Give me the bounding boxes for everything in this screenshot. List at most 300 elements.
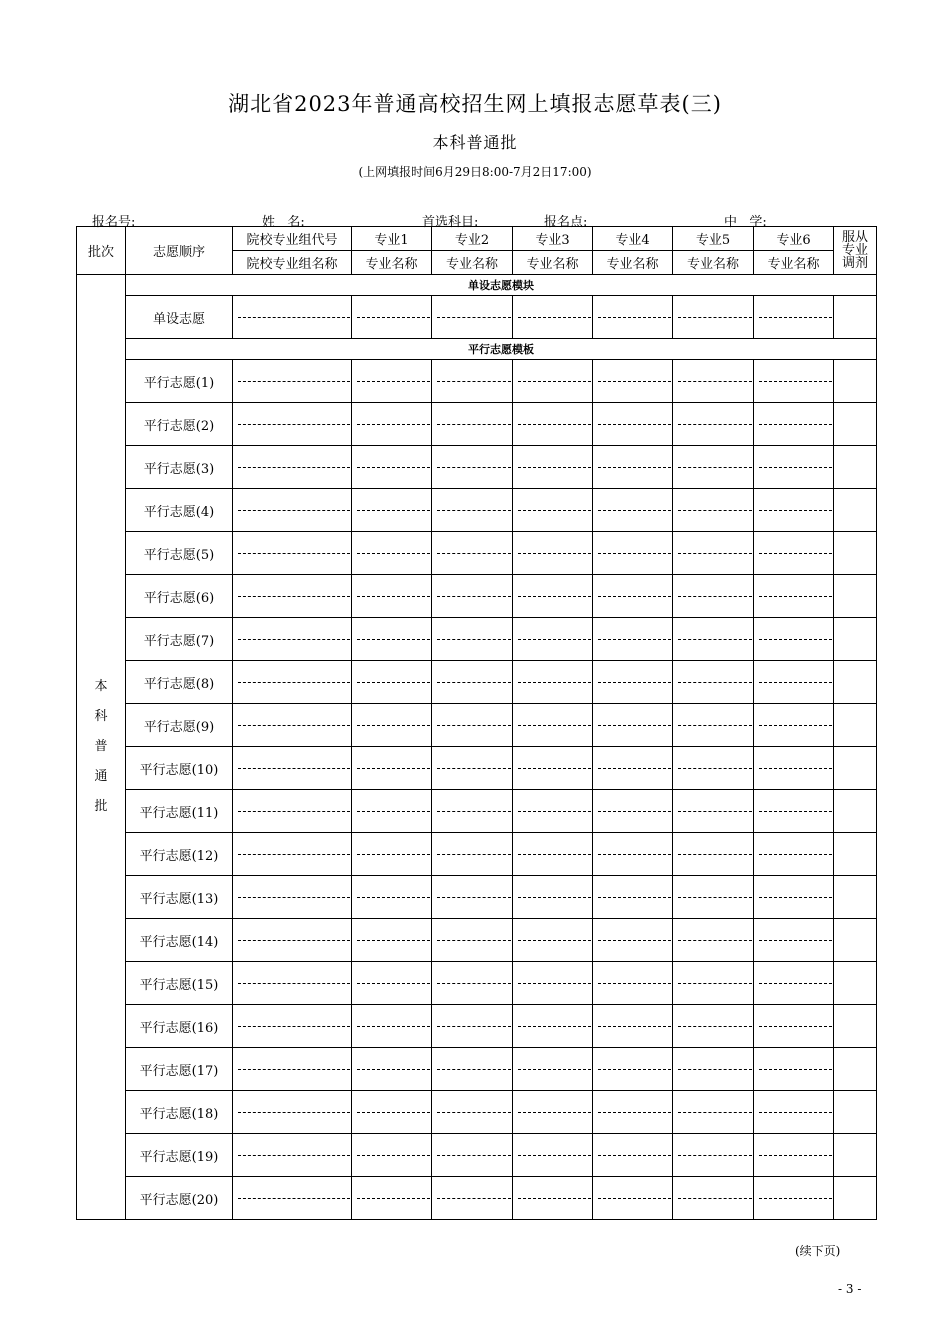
dashed-divider <box>238 467 350 468</box>
parallel-choice-row <box>77 704 877 747</box>
dashed-divider <box>437 983 511 984</box>
major-entry-cell[interactable] <box>513 1091 593 1134</box>
parallel-choice-label: 平行志愿(10) <box>126 747 233 790</box>
major-entry-cell[interactable] <box>513 919 593 962</box>
dashed-divider <box>518 510 591 511</box>
group-entry-cell[interactable] <box>233 962 352 1005</box>
major-entry-cell[interactable] <box>352 532 432 575</box>
dashed-divider <box>238 1069 350 1070</box>
major-entry-cell[interactable] <box>754 532 834 575</box>
dashed-divider <box>518 424 591 425</box>
dashed-divider <box>759 768 832 769</box>
dashed-divider <box>678 1112 752 1113</box>
dashed-divider <box>238 854 350 855</box>
major-entry-cell[interactable] <box>673 876 754 919</box>
parallel-choice-label: 平行志愿(8) <box>126 661 233 704</box>
group-entry-cell[interactable] <box>233 489 352 532</box>
page-title: 湖北省2023年普通高校招生网上填报志愿草表(三) <box>228 92 722 116</box>
parallel-choice-label: 平行志愿(7) <box>126 618 233 661</box>
dashed-divider <box>759 467 832 468</box>
major-entry-cell[interactable] <box>432 1134 513 1177</box>
major-entry-cell[interactable] <box>513 296 593 339</box>
major-entry-cell[interactable] <box>673 790 754 833</box>
dashed-divider <box>759 1155 832 1156</box>
dashed-divider <box>678 1198 752 1199</box>
major-entry-cell[interactable] <box>673 403 754 446</box>
major-entry-cell[interactable] <box>432 575 513 618</box>
major-entry-cell[interactable] <box>352 446 432 489</box>
dashed-divider <box>518 768 591 769</box>
major-entry-cell[interactable] <box>352 1091 432 1134</box>
header-batch: 批次 <box>77 227 126 275</box>
single-choice-label: 单设志愿 <box>126 296 233 339</box>
batch-char: 本 <box>94 679 108 694</box>
major-entry-cell[interactable] <box>754 1005 834 1048</box>
parallel-choice-row <box>77 790 877 833</box>
major-entry-cell[interactable] <box>593 1177 673 1220</box>
major-entry-cell[interactable] <box>352 1048 432 1091</box>
header-major-name-3: 专业名称 <box>513 251 593 275</box>
parallel-choice-label: 平行志愿(2) <box>126 403 233 446</box>
major-entry-cell[interactable] <box>593 919 673 962</box>
dashed-divider <box>759 553 832 554</box>
group-entry-cell[interactable] <box>233 747 352 790</box>
parallel-choice-row <box>77 876 877 919</box>
major-entry-cell[interactable] <box>673 661 754 704</box>
major-entry-cell[interactable] <box>673 296 754 339</box>
major-entry-cell[interactable] <box>593 704 673 747</box>
dashed-divider <box>437 1198 511 1199</box>
major-entry-cell[interactable] <box>513 489 593 532</box>
group-entry-cell[interactable] <box>233 618 352 661</box>
major-entry-cell[interactable] <box>352 790 432 833</box>
dashed-divider <box>357 639 430 640</box>
major-entry-cell[interactable] <box>754 360 834 403</box>
major-entry-cell[interactable] <box>513 876 593 919</box>
major-entry-cell[interactable] <box>593 1005 673 1048</box>
dashed-divider <box>759 854 832 855</box>
adjust-entry-cell[interactable] <box>834 360 877 403</box>
adjust-entry-cell[interactable] <box>834 790 877 833</box>
single-choice-row <box>77 296 877 339</box>
dashed-divider <box>437 854 511 855</box>
adjust-entry-cell[interactable] <box>834 1091 877 1134</box>
major-entry-cell[interactable] <box>352 575 432 618</box>
major-entry-cell[interactable] <box>432 618 513 661</box>
dashed-divider <box>678 639 752 640</box>
major-entry-cell[interactable] <box>432 446 513 489</box>
parallel-choice-row <box>77 661 877 704</box>
group-entry-cell[interactable] <box>233 1091 352 1134</box>
page-subtitle: 本科普通批 <box>432 133 518 152</box>
adjust-entry-cell[interactable] <box>834 618 877 661</box>
dashed-divider <box>598 317 671 318</box>
dashed-divider <box>598 381 671 382</box>
major-entry-cell[interactable] <box>593 1134 673 1177</box>
major-entry-cell[interactable] <box>432 403 513 446</box>
major-entry-cell[interactable] <box>754 489 834 532</box>
parallel-choice-label: 平行志愿(3) <box>126 446 233 489</box>
dashed-divider <box>238 596 350 597</box>
major-entry-cell[interactable] <box>513 532 593 575</box>
major-entry-cell[interactable] <box>593 446 673 489</box>
major-entry-cell[interactable] <box>593 403 673 446</box>
major-entry-cell[interactable] <box>352 919 432 962</box>
parallel-choice-label: 平行志愿(11) <box>126 790 233 833</box>
continued-note: (续下页) <box>795 1244 841 1258</box>
major-entry-cell[interactable] <box>432 962 513 1005</box>
parallel-choice-row <box>77 360 877 403</box>
major-entry-cell[interactable] <box>593 618 673 661</box>
dashed-divider <box>759 381 832 382</box>
major-entry-cell[interactable] <box>754 962 834 1005</box>
group-entry-cell[interactable] <box>233 876 352 919</box>
major-entry-cell[interactable] <box>513 747 593 790</box>
dashed-divider <box>518 381 591 382</box>
group-entry-cell[interactable] <box>233 1134 352 1177</box>
dashed-divider <box>437 1026 511 1027</box>
dashed-divider <box>357 768 430 769</box>
dashed-divider <box>357 510 430 511</box>
major-entry-cell[interactable] <box>432 1091 513 1134</box>
header-major-6: 专业6 <box>754 227 834 251</box>
major-entry-cell[interactable] <box>513 661 593 704</box>
header-major-3: 专业3 <box>513 227 593 251</box>
dashed-divider <box>518 682 591 683</box>
major-entry-cell[interactable] <box>432 1048 513 1091</box>
major-entry-cell[interactable] <box>352 403 432 446</box>
major-entry-cell[interactable] <box>513 1177 593 1220</box>
group-entry-cell[interactable] <box>233 296 352 339</box>
group-entry-cell[interactable] <box>233 1005 352 1048</box>
major-entry-cell[interactable] <box>673 833 754 876</box>
name-label: 姓 名: <box>262 215 305 230</box>
parallel-choice-label: 平行志愿(16) <box>126 1005 233 1048</box>
major-entry-cell[interactable] <box>352 618 432 661</box>
parallel-choice-label: 平行志愿(18) <box>126 1091 233 1134</box>
major-entry-cell[interactable] <box>513 790 593 833</box>
dashed-divider <box>238 1198 350 1199</box>
dashed-divider <box>437 510 511 511</box>
major-entry-cell[interactable] <box>432 489 513 532</box>
dashed-divider <box>437 467 511 468</box>
dashed-divider <box>238 424 350 425</box>
major-entry-cell[interactable] <box>593 296 673 339</box>
major-entry-cell[interactable] <box>593 962 673 1005</box>
major-entry-cell[interactable] <box>352 1005 432 1048</box>
dashed-divider <box>437 424 511 425</box>
major-entry-cell[interactable] <box>754 833 834 876</box>
parallel-choice-label: 平行志愿(1) <box>126 360 233 403</box>
dashed-divider <box>357 897 430 898</box>
parallel-choice-label: 平行志愿(9) <box>126 704 233 747</box>
parallel-choice-row <box>77 962 877 1005</box>
major-entry-cell[interactable] <box>513 1134 593 1177</box>
major-entry-cell[interactable] <box>673 360 754 403</box>
dashed-divider <box>678 1155 752 1156</box>
major-entry-cell[interactable] <box>673 1091 754 1134</box>
dashed-divider <box>598 940 671 941</box>
adjust-entry-cell[interactable] <box>834 1005 877 1048</box>
dashed-divider <box>759 725 832 726</box>
dashed-divider <box>759 596 832 597</box>
parallel-choice-label: 平行志愿(17) <box>126 1048 233 1091</box>
dashed-divider <box>357 467 430 468</box>
dashed-divider <box>238 983 350 984</box>
major-entry-cell[interactable] <box>513 575 593 618</box>
dashed-divider <box>238 811 350 812</box>
dashed-divider <box>518 1026 591 1027</box>
major-entry-cell[interactable] <box>754 1177 834 1220</box>
site-label: 报名点: <box>544 215 588 230</box>
adjust-entry-cell[interactable] <box>834 296 877 339</box>
major-entry-cell[interactable] <box>593 360 673 403</box>
major-entry-cell[interactable] <box>754 618 834 661</box>
group-entry-cell[interactable] <box>233 919 352 962</box>
major-entry-cell[interactable] <box>593 833 673 876</box>
major-entry-cell[interactable] <box>352 962 432 1005</box>
parallel-choice-label: 平行志愿(4) <box>126 489 233 532</box>
dashed-divider <box>759 897 832 898</box>
header-major-5: 专业5 <box>673 227 754 251</box>
major-entry-cell[interactable] <box>432 1177 513 1220</box>
parallel-choice-label: 平行志愿(12) <box>126 833 233 876</box>
adjust-entry-cell[interactable] <box>834 704 877 747</box>
major-entry-cell[interactable] <box>673 919 754 962</box>
major-entry-cell[interactable] <box>352 489 432 532</box>
major-entry-cell[interactable] <box>432 296 513 339</box>
major-entry-cell[interactable] <box>673 446 754 489</box>
major-entry-cell[interactable] <box>432 704 513 747</box>
group-entry-cell[interactable] <box>233 790 352 833</box>
adjust-entry-cell[interactable] <box>834 489 877 532</box>
group-entry-cell[interactable] <box>233 532 352 575</box>
group-entry-cell[interactable] <box>233 704 352 747</box>
major-entry-cell[interactable] <box>754 575 834 618</box>
major-entry-cell[interactable] <box>754 403 834 446</box>
major-entry-cell[interactable] <box>754 876 834 919</box>
parallel-choice-label: 平行志愿(6) <box>126 575 233 618</box>
major-entry-cell[interactable] <box>754 296 834 339</box>
batch-char: 通 <box>94 769 108 784</box>
parallel-choice-row <box>77 446 877 489</box>
major-entry-cell[interactable] <box>513 446 593 489</box>
major-entry-cell[interactable] <box>673 1005 754 1048</box>
major-entry-cell[interactable] <box>673 704 754 747</box>
dashed-divider <box>678 553 752 554</box>
major-entry-cell[interactable] <box>432 1005 513 1048</box>
major-entry-cell[interactable] <box>593 876 673 919</box>
group-entry-cell[interactable] <box>233 403 352 446</box>
parallel-module-title: 平行志愿模板 <box>126 339 877 360</box>
header-major-name-1: 专业名称 <box>352 251 432 275</box>
dashed-divider <box>678 768 752 769</box>
major-entry-cell[interactable] <box>432 876 513 919</box>
dashed-divider <box>598 510 671 511</box>
major-entry-cell[interactable] <box>513 704 593 747</box>
major-entry-cell[interactable] <box>352 661 432 704</box>
major-entry-cell[interactable] <box>352 296 432 339</box>
major-entry-cell[interactable] <box>673 532 754 575</box>
adjust-entry-cell[interactable] <box>834 575 877 618</box>
adjust-entry-cell[interactable] <box>834 403 877 446</box>
dashed-divider <box>678 596 752 597</box>
dashed-divider <box>437 897 511 898</box>
major-entry-cell[interactable] <box>352 747 432 790</box>
dashed-divider <box>678 897 752 898</box>
major-entry-cell[interactable] <box>754 661 834 704</box>
dashed-divider <box>518 553 591 554</box>
dashed-divider <box>437 682 511 683</box>
parallel-choice-row <box>77 1048 877 1091</box>
dashed-divider <box>518 1198 591 1199</box>
major-entry-cell[interactable] <box>593 575 673 618</box>
dashed-divider <box>238 1026 350 1027</box>
major-entry-cell[interactable] <box>593 1048 673 1091</box>
dashed-divider <box>598 424 671 425</box>
dashed-divider <box>598 682 671 683</box>
major-entry-cell[interactable] <box>593 489 673 532</box>
major-entry-cell[interactable] <box>352 360 432 403</box>
major-entry-cell[interactable] <box>754 1134 834 1177</box>
group-entry-cell[interactable] <box>233 833 352 876</box>
major-entry-cell[interactable] <box>513 1048 593 1091</box>
dashed-divider <box>357 317 430 318</box>
adjust-entry-cell[interactable] <box>834 661 877 704</box>
dashed-divider <box>598 854 671 855</box>
parallel-choice-row <box>77 618 877 661</box>
major-entry-cell[interactable] <box>513 403 593 446</box>
dashed-divider <box>518 983 591 984</box>
adjust-entry-cell[interactable] <box>834 876 877 919</box>
major-entry-cell[interactable] <box>673 1134 754 1177</box>
dashed-divider <box>678 510 752 511</box>
major-entry-cell[interactable] <box>673 1177 754 1220</box>
major-entry-cell[interactable] <box>593 1091 673 1134</box>
major-entry-cell[interactable] <box>593 747 673 790</box>
major-entry-cell[interactable] <box>513 962 593 1005</box>
dashed-divider <box>238 897 350 898</box>
adjust-entry-cell[interactable] <box>834 446 877 489</box>
dashed-divider <box>518 639 591 640</box>
major-entry-cell[interactable] <box>754 747 834 790</box>
dashed-divider <box>357 1069 430 1070</box>
dashed-divider <box>759 510 832 511</box>
dashed-divider <box>437 381 511 382</box>
dashed-divider <box>437 639 511 640</box>
major-entry-cell[interactable] <box>593 532 673 575</box>
school-label: 中 学: <box>724 215 767 230</box>
major-entry-cell[interactable] <box>673 1048 754 1091</box>
dashed-divider <box>598 725 671 726</box>
reg-no-label: 报名号: <box>92 215 136 230</box>
major-entry-cell[interactable] <box>513 1005 593 1048</box>
dashed-divider <box>518 854 591 855</box>
adjust-entry-cell[interactable] <box>834 962 877 1005</box>
dashed-divider <box>238 1112 350 1113</box>
major-entry-cell[interactable] <box>673 575 754 618</box>
major-entry-cell[interactable] <box>432 833 513 876</box>
major-entry-cell[interactable] <box>673 618 754 661</box>
major-entry-cell[interactable] <box>432 532 513 575</box>
major-entry-cell[interactable] <box>432 747 513 790</box>
adjust-entry-cell[interactable] <box>834 747 877 790</box>
dashed-divider <box>437 768 511 769</box>
group-entry-cell[interactable] <box>233 1048 352 1091</box>
dashed-divider <box>678 682 752 683</box>
major-entry-cell[interactable] <box>593 661 673 704</box>
adjust-entry-cell[interactable] <box>834 1134 877 1177</box>
dashed-divider <box>437 1112 511 1113</box>
major-entry-cell[interactable] <box>352 1177 432 1220</box>
major-entry-cell[interactable] <box>352 704 432 747</box>
major-entry-cell[interactable] <box>673 489 754 532</box>
major-entry-cell[interactable] <box>432 919 513 962</box>
major-entry-cell[interactable] <box>352 1134 432 1177</box>
adjust-entry-cell[interactable] <box>834 1048 877 1091</box>
dashed-divider <box>598 553 671 554</box>
major-entry-cell[interactable] <box>513 360 593 403</box>
adjust-entry-cell[interactable] <box>834 1177 877 1220</box>
major-entry-cell[interactable] <box>754 446 834 489</box>
major-entry-cell[interactable] <box>754 704 834 747</box>
major-entry-cell[interactable] <box>432 661 513 704</box>
dashed-divider <box>518 1069 591 1070</box>
dashed-divider <box>518 897 591 898</box>
adjust-entry-cell[interactable] <box>834 919 877 962</box>
major-entry-cell[interactable] <box>513 833 593 876</box>
dashed-divider <box>437 811 511 812</box>
dashed-divider <box>238 768 350 769</box>
major-entry-cell[interactable] <box>593 790 673 833</box>
dashed-divider <box>437 553 511 554</box>
major-entry-cell[interactable] <box>513 618 593 661</box>
group-entry-cell[interactable] <box>233 446 352 489</box>
major-entry-cell[interactable] <box>673 747 754 790</box>
group-entry-cell[interactable] <box>233 661 352 704</box>
group-entry-cell[interactable] <box>233 1177 352 1220</box>
dashed-divider <box>759 940 832 941</box>
dashed-divider <box>518 596 591 597</box>
dashed-divider <box>678 854 752 855</box>
major-entry-cell[interactable] <box>432 360 513 403</box>
major-entry-cell[interactable] <box>754 919 834 962</box>
header-adjust-line-1: 服从 <box>841 230 868 245</box>
major-entry-cell[interactable] <box>754 1048 834 1091</box>
dashed-divider <box>598 1069 671 1070</box>
dashed-divider <box>518 725 591 726</box>
parallel-choice-row <box>77 489 877 532</box>
dashed-divider <box>437 725 511 726</box>
dashed-divider <box>678 424 752 425</box>
dashed-divider <box>678 317 752 318</box>
dashed-divider <box>759 1198 832 1199</box>
dashed-divider <box>357 424 430 425</box>
dashed-divider <box>598 768 671 769</box>
major-entry-cell[interactable] <box>352 876 432 919</box>
major-entry-cell[interactable] <box>352 833 432 876</box>
major-entry-cell[interactable] <box>754 1091 834 1134</box>
major-entry-cell[interactable] <box>754 790 834 833</box>
dashed-divider <box>357 1198 430 1199</box>
group-entry-cell[interactable] <box>233 360 352 403</box>
dashed-divider <box>598 1026 671 1027</box>
group-entry-cell[interactable] <box>233 575 352 618</box>
adjust-entry-cell[interactable] <box>834 532 877 575</box>
adjust-entry-cell[interactable] <box>834 833 877 876</box>
major-entry-cell[interactable] <box>432 790 513 833</box>
major-entry-cell[interactable] <box>673 962 754 1005</box>
